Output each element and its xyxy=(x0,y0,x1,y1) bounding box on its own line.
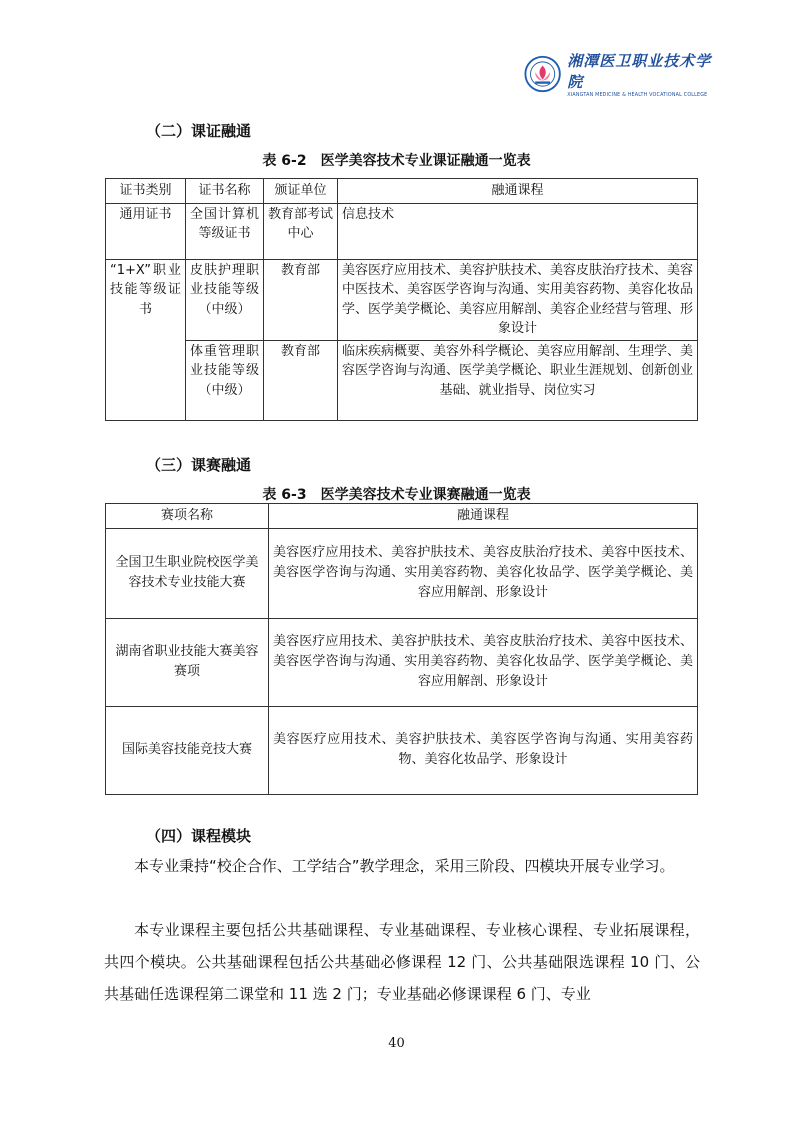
column-header: 融通课程 xyxy=(338,179,698,204)
course-competition-table xyxy=(105,503,698,795)
table-header-row xyxy=(106,179,698,204)
logo-english-name: XIANGTAN MEDICINE & HEALTH VOCATIONAL COLLEGE xyxy=(567,93,708,98)
certificate-name: 全国计算机等级证书 xyxy=(186,203,264,259)
table-row xyxy=(106,528,698,618)
section-heading-course-modules: （四）课程模块 xyxy=(146,827,252,845)
column-header: 颁证单位 xyxy=(264,179,338,204)
certificate-category: “1+X”职业技能等级证书 xyxy=(106,259,186,420)
linked-courses: 临床疾病概要、美容外科学概论、美容应用解剖、生理学、美容医学咨询与沟通、医学美学概论、职业生涯规划、创新创业基础、就业指导、岗位实习 xyxy=(338,340,698,420)
table-header-row xyxy=(106,504,698,529)
certificate-category: 通用证书 xyxy=(106,203,186,259)
section-heading-course-competition: （三）课赛融通 xyxy=(146,456,252,474)
linked-courses: 美容医疗应用技术、美容护肤技术、美容皮肤治疗技术、美容中医技术、美容医学咨询与沟通、实用美容药物、美容化妆品学、医学美学概论、美容应用解剖、形象设计 xyxy=(269,618,698,706)
logo-chinese-name: 湘潭医卫职业技术学院 xyxy=(567,52,712,91)
linked-courses: 信息技术 xyxy=(338,203,698,259)
college-emblem-icon xyxy=(524,55,561,93)
certificate-name: 皮肤护理职业技能等级（中级） xyxy=(186,259,264,340)
competition-name: 湖南省职业技能大赛美容赛项 xyxy=(106,618,269,706)
course-certificate-table xyxy=(105,178,698,421)
body-paragraph: 本专业课程主要包括公共基础课程、专业基础课程、专业核心课程、专业拓展课程，共四个模块。公共基础课程包括公共基础必修课程 12 门、公共基础限选课程 10 门、公共基础任选课程第二课堂和 11 选 2 门；专业基础必修课课程 6 门、专业 xyxy=(104,921,700,1003)
linked-courses: 美容医疗应用技术、美容护肤技术、美容皮肤治疗技术、美容中医技术、美容医学咨询与沟通、实用美容药物、美容化妆品学、医学美学概论、美容应用解剖、形象设计 xyxy=(269,528,698,618)
column-header: 赛项名称 xyxy=(106,504,269,529)
certificate-issuer: 教育部考试中心 xyxy=(264,203,338,259)
college-logo xyxy=(524,52,724,98)
table-row xyxy=(106,618,698,706)
certificate-issuer: 教育部 xyxy=(264,259,338,340)
certificate-name: 体重管理职业技能等级（中级） xyxy=(186,340,264,420)
table-row xyxy=(106,203,698,259)
table-row xyxy=(106,340,698,420)
column-header: 证书类别 xyxy=(106,179,186,204)
body-paragraph: 本专业秉持“校企合作、工学结合”教学理念，采用三阶段、四模块开展专业学习。 xyxy=(134,857,675,875)
linked-courses: 美容医疗应用技术、美容护肤技术、美容皮肤治疗技术、美容中医技术、美容医学咨询与沟通、实用美容药物、美容化妆品学、医学美学概论、美容应用解剖、美容企业经营与管理、形象设计 xyxy=(338,259,698,340)
column-header: 证书名称 xyxy=(186,179,264,204)
table-6-2-caption: 表 6-2 医学美容技术专业课证融通一览表 xyxy=(262,153,531,169)
certificate-issuer: 教育部 xyxy=(264,340,338,420)
competition-name: 国际美容技能竞技大赛 xyxy=(106,706,269,794)
table-row xyxy=(106,706,698,794)
section-heading-course-certificate: （二）课证融通 xyxy=(146,122,252,140)
table-6-3-caption: 表 6-3 医学美容技术专业课赛融通一览表 xyxy=(262,487,531,503)
column-header: 融通课程 xyxy=(269,504,698,529)
linked-courses: 美容医疗应用技术、美容护肤技术、美容医学咨询与沟通、实用美容药物、美容化妆品学、形象设计 xyxy=(269,706,698,794)
competition-name: 全国卫生职业院校医学美容技术专业技能大赛 xyxy=(106,528,269,618)
table-row xyxy=(106,259,698,340)
page-number: 40 xyxy=(388,1036,405,1051)
